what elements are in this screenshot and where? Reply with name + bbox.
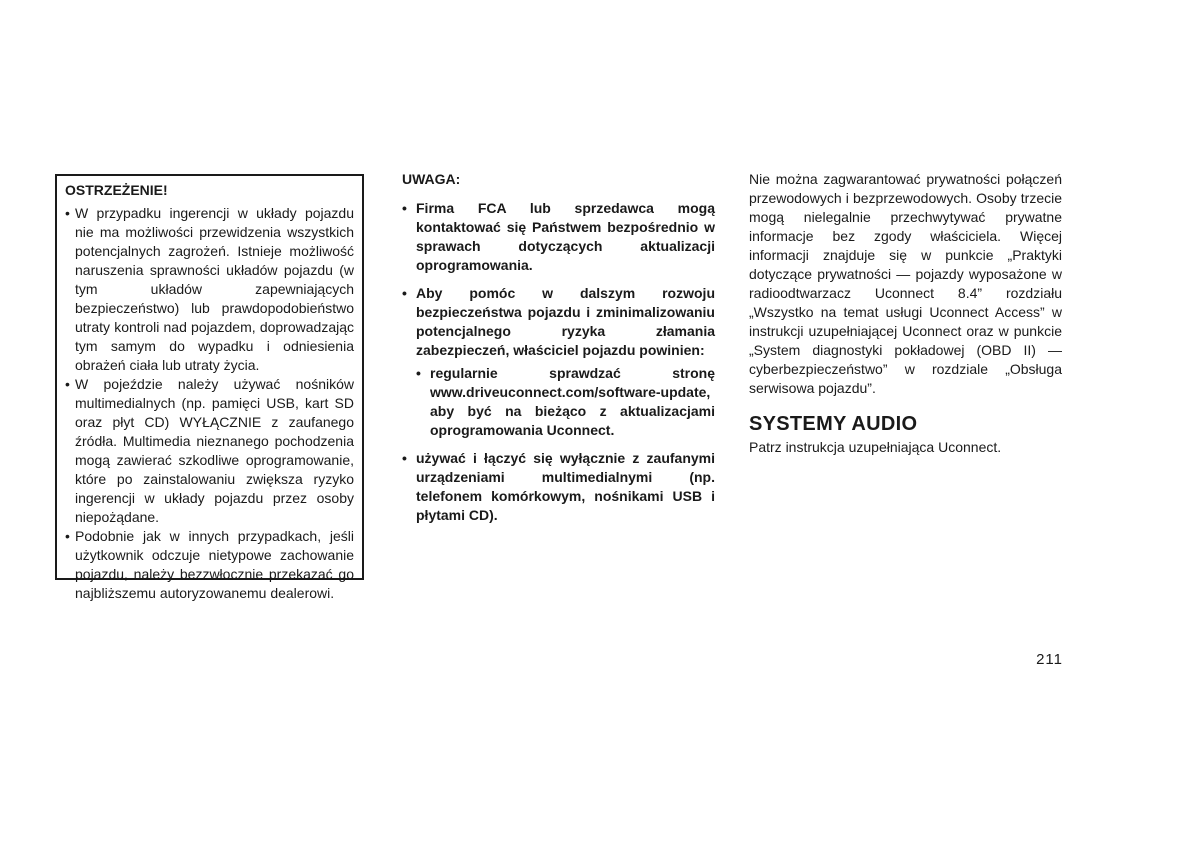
note-subitem: • regularnie sprawdzać stronę www.driveuconnect.com/software-update, aby być na bieżąco z aktualizacjami oprogramowania Uconnect. xyxy=(416,364,715,440)
note-item: • używać i łączyć się wyłącznie z zaufanymi urządzeniami multimedialnymi (np. telefonem komórkowym, nośnikami USB i płytami CD). xyxy=(402,449,715,525)
privacy-paragraph: Nie można zagwarantować prywatności połączeń przewodowych i bezprzewodowych. Osoby trzecie mogą nielegalnie przechwytywać prywatne informacje bez zgody właściciela. Więcej informacji znajduje się w punkcie „Praktyki dotyczące prywatności — pojazdy wyposażone w radioodtwarzacz Uconnect 8.4” rozdziału „Wszystko na temat usługi Uconnect Access” w instrukcji uzupełniającej Uconnect oraz w punkcie „System diagnostyki pokładowej (OBD II) — cyberbezpieczeństwo” w rozdziale „Obsługa serwisowa pojazdu”. xyxy=(749,171,1062,396)
note-item: • Firma FCA lub sprzedawca mogą kontaktować się Państwem bezpośrednio w sprawach dotyczących aktualizacji oprogramowania. xyxy=(402,199,715,275)
warning-item: • W pojeździe należy używać nośników multimedialnych (np. pamięci USB, kart SD oraz płyt CD) WYŁĄCZNIE z zaufanego źródła. Multimedia nieznanego pochodzenia mogą zawierać szkodliwe oprogramowanie, które po zainstalowaniu zwiększa ryzyko ingerencji w układy pojazdu przez osoby niepożądane. xyxy=(65,375,354,527)
warning-item: • W przypadku ingerencji w układy pojazdu nie ma możliwości przewidzenia wszystkich potencjalnych zagrożeń. Istnieje możliwość naruszenia sprawności układów pojazdu (w tym układów zapewniających bezpieczeństwo) lub prawdopodobieństwo utraty kontroli nad pojazdem, doprowadzając tym samym do wypadku i odniesienia obrażeń ciała lub utraty życia. xyxy=(65,204,354,375)
note-column xyxy=(402,170,715,534)
warning-list xyxy=(65,204,354,603)
warning-item: • Podobnie jak w innych przypadkach, jeśli użytkownik odczuje nietypowe zachowanie pojazdu, należy bezzwłocznie przekazać go najbliższemu autoryzowanemu dealerowi. xyxy=(65,527,354,603)
audio-paragraph: Patrz instrukcja uzupełniająca Uconnect. xyxy=(749,439,1002,455)
note-title: UWAGA: xyxy=(402,171,461,187)
note-item-text: Aby pomóc w dalszym rozwoju bezpieczeństwa pojazdu i zminimalizowaniu potencjalnego ryzyka złamania zabezpieczeń, właściciel pojazdu powinien: xyxy=(416,285,715,358)
note-item xyxy=(402,284,715,440)
warning-title: OSTRZEŻENIE! xyxy=(65,182,168,198)
note-sublist xyxy=(416,364,715,440)
section-heading-audio: SYSTEMY AUDIO xyxy=(749,413,918,435)
privacy-column xyxy=(749,170,1062,457)
note-list xyxy=(402,199,715,525)
page-number: 211 xyxy=(1036,651,1063,668)
warning-box xyxy=(55,174,364,601)
